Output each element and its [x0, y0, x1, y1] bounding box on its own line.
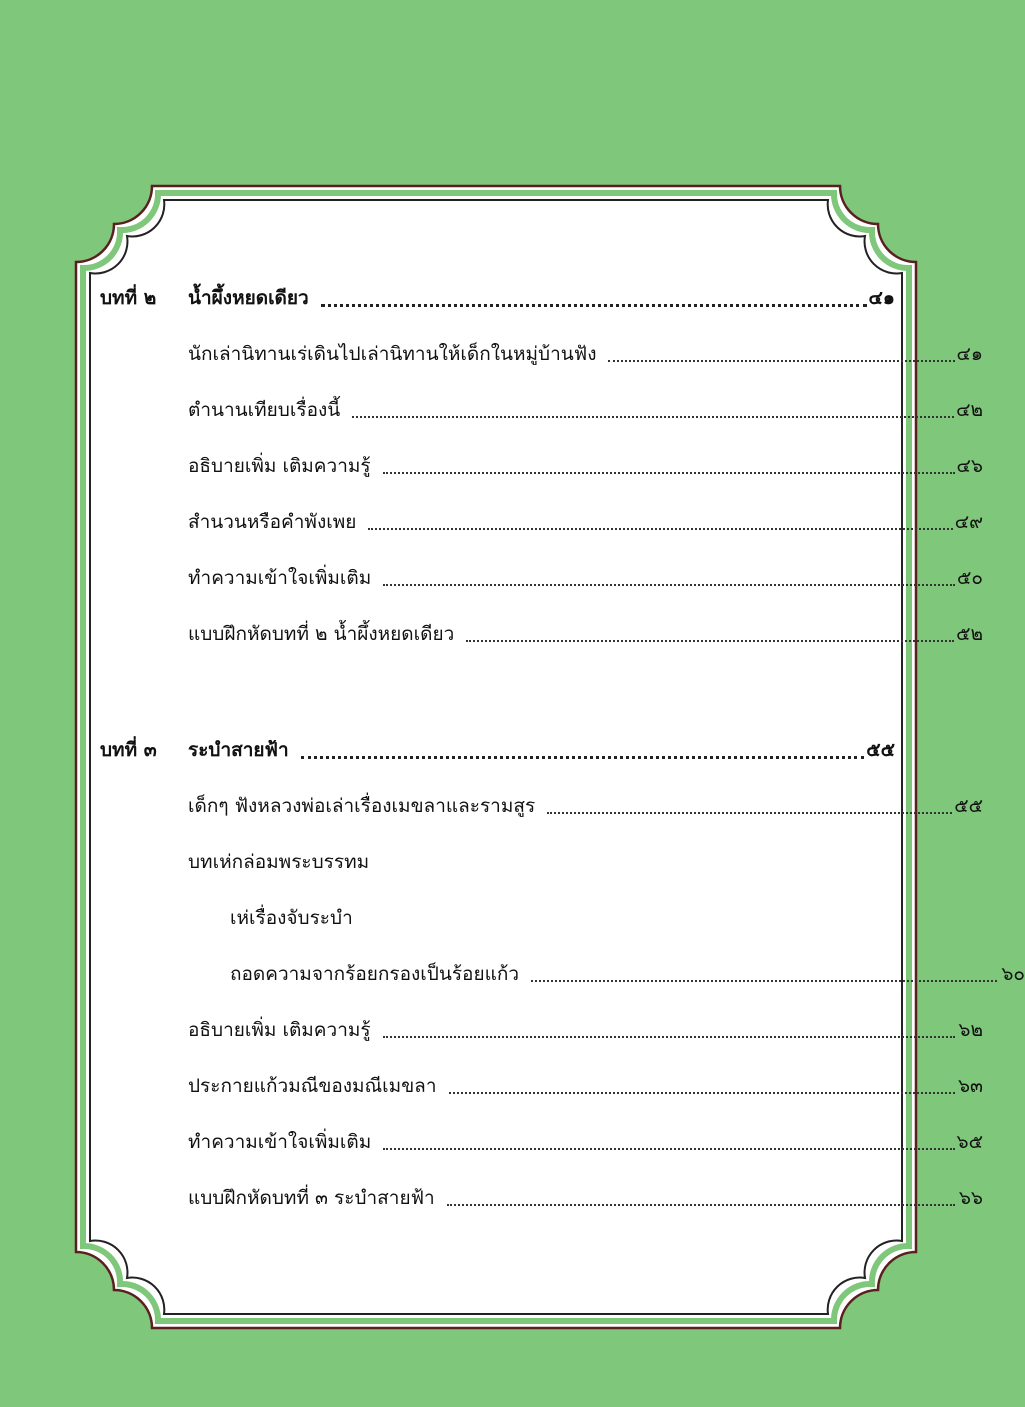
- toc-chapter-label: บทที่ ๓: [100, 738, 157, 761]
- toc-dot-leader: [547, 812, 952, 814]
- toc-dot-leader: [383, 584, 955, 586]
- toc-item-row[interactable]: [100, 1010, 983, 1050]
- toc-item-row[interactable]: [100, 786, 983, 826]
- toc-item-title: เด็กๆ ฟังหลวงพ่อเล่าเรื่องเมขลาและรามสูร: [188, 794, 536, 817]
- toc-page-number: ๖๒: [958, 1018, 983, 1041]
- toc-page-number: ๖๐: [1001, 962, 1025, 985]
- toc-item-row[interactable]: [100, 1122, 983, 1162]
- toc-item-title: ทำความเข้าใจเพิ่มเติม: [188, 1130, 372, 1153]
- toc-item-title: ทำความเข้าใจเพิ่มเติม: [188, 566, 372, 589]
- toc-chapter-label: บทที่ ๒: [100, 286, 157, 309]
- toc-item-title: แบบฝึกหัดบทที่ ๒ น้ำผึ้งหยดเดียว: [188, 622, 455, 645]
- toc-item-row[interactable]: [100, 502, 983, 542]
- toc-dot-leader: [368, 528, 952, 530]
- toc-dot-leader: [608, 360, 954, 362]
- toc-chapter-title: ระบำสายฟ้า: [188, 738, 289, 761]
- toc-page-number: ๕๕: [954, 794, 983, 817]
- toc-item-title: สำนวนหรือคำพังเพย: [188, 510, 357, 533]
- toc-dot-leader: [383, 1036, 955, 1038]
- toc-item-title: แบบฝึกหัดบทที่ ๓ ระบำสายฟ้า: [188, 1186, 435, 1209]
- toc-page-number: ๕๐: [957, 566, 983, 589]
- toc-page-number: ๖๕: [956, 1130, 983, 1153]
- toc-page-number: ๕๒: [956, 622, 983, 645]
- toc-chapter-row[interactable]: [100, 730, 895, 770]
- toc-item-row[interactable]: [100, 446, 983, 486]
- toc-dot-leader: [321, 304, 867, 307]
- toc-item-title: นักเล่านิทานเร่เดินไปเล่านิทานให้เด็กในหมู่บ้านฟัง: [188, 342, 597, 365]
- toc-dot-leader: [383, 472, 955, 474]
- toc-item-row[interactable]: [100, 898, 1025, 938]
- toc-item-row[interactable]: [100, 1066, 983, 1106]
- toc-dot-leader: [449, 1092, 956, 1094]
- toc-page-number: ๔๙: [954, 510, 983, 533]
- toc-item-title: อธิบายเพิ่ม เติมความรู้: [188, 1018, 371, 1041]
- toc-dot-leader: [466, 640, 954, 642]
- toc-dot-leader: [447, 1204, 955, 1206]
- toc-chapter-title: น้ำผึ้งหยดเดียว: [188, 286, 309, 309]
- toc-item-title: ถอดความจากร้อยกรองเป็นร้อยแก้ว: [230, 962, 519, 985]
- toc-item-row[interactable]: [100, 1178, 983, 1218]
- toc-page-number: ๔๖: [956, 454, 983, 477]
- toc-item-row[interactable]: [100, 558, 983, 598]
- toc-page-number: ๔๑: [956, 342, 983, 365]
- toc-page-number: ๖๓: [957, 1074, 983, 1097]
- toc-item-row[interactable]: [100, 954, 1025, 994]
- toc-page-number: ๕๕: [866, 738, 895, 761]
- toc-item-title: เห่เรื่องจับระบำ: [230, 906, 353, 929]
- toc-dot-leader: [531, 980, 997, 982]
- toc-item-title: บทเห่กล่อมพระบรรทม: [188, 850, 370, 873]
- toc-dot-leader: [301, 756, 865, 759]
- toc-item-title: ตำนานเทียบเรื่องนี้: [188, 398, 341, 421]
- toc-chapter-row[interactable]: [100, 278, 895, 318]
- toc-dot-leader: [352, 416, 954, 418]
- toc-item-row[interactable]: [100, 614, 983, 654]
- toc-page-number: ๔๑: [868, 286, 895, 309]
- toc-item-row[interactable]: [100, 334, 983, 374]
- toc-item-title: อธิบายเพิ่ม เติมความรู้: [188, 454, 371, 477]
- toc-item-row[interactable]: [100, 842, 983, 882]
- toc-page-number: ๖๖: [958, 1186, 983, 1209]
- toc-item-row[interactable]: [100, 390, 983, 430]
- toc-page-number: ๔๒: [956, 398, 983, 421]
- toc-item-title: ประกายแก้วมณีของมณีเมขลา: [188, 1074, 437, 1097]
- toc-dot-leader: [383, 1148, 954, 1150]
